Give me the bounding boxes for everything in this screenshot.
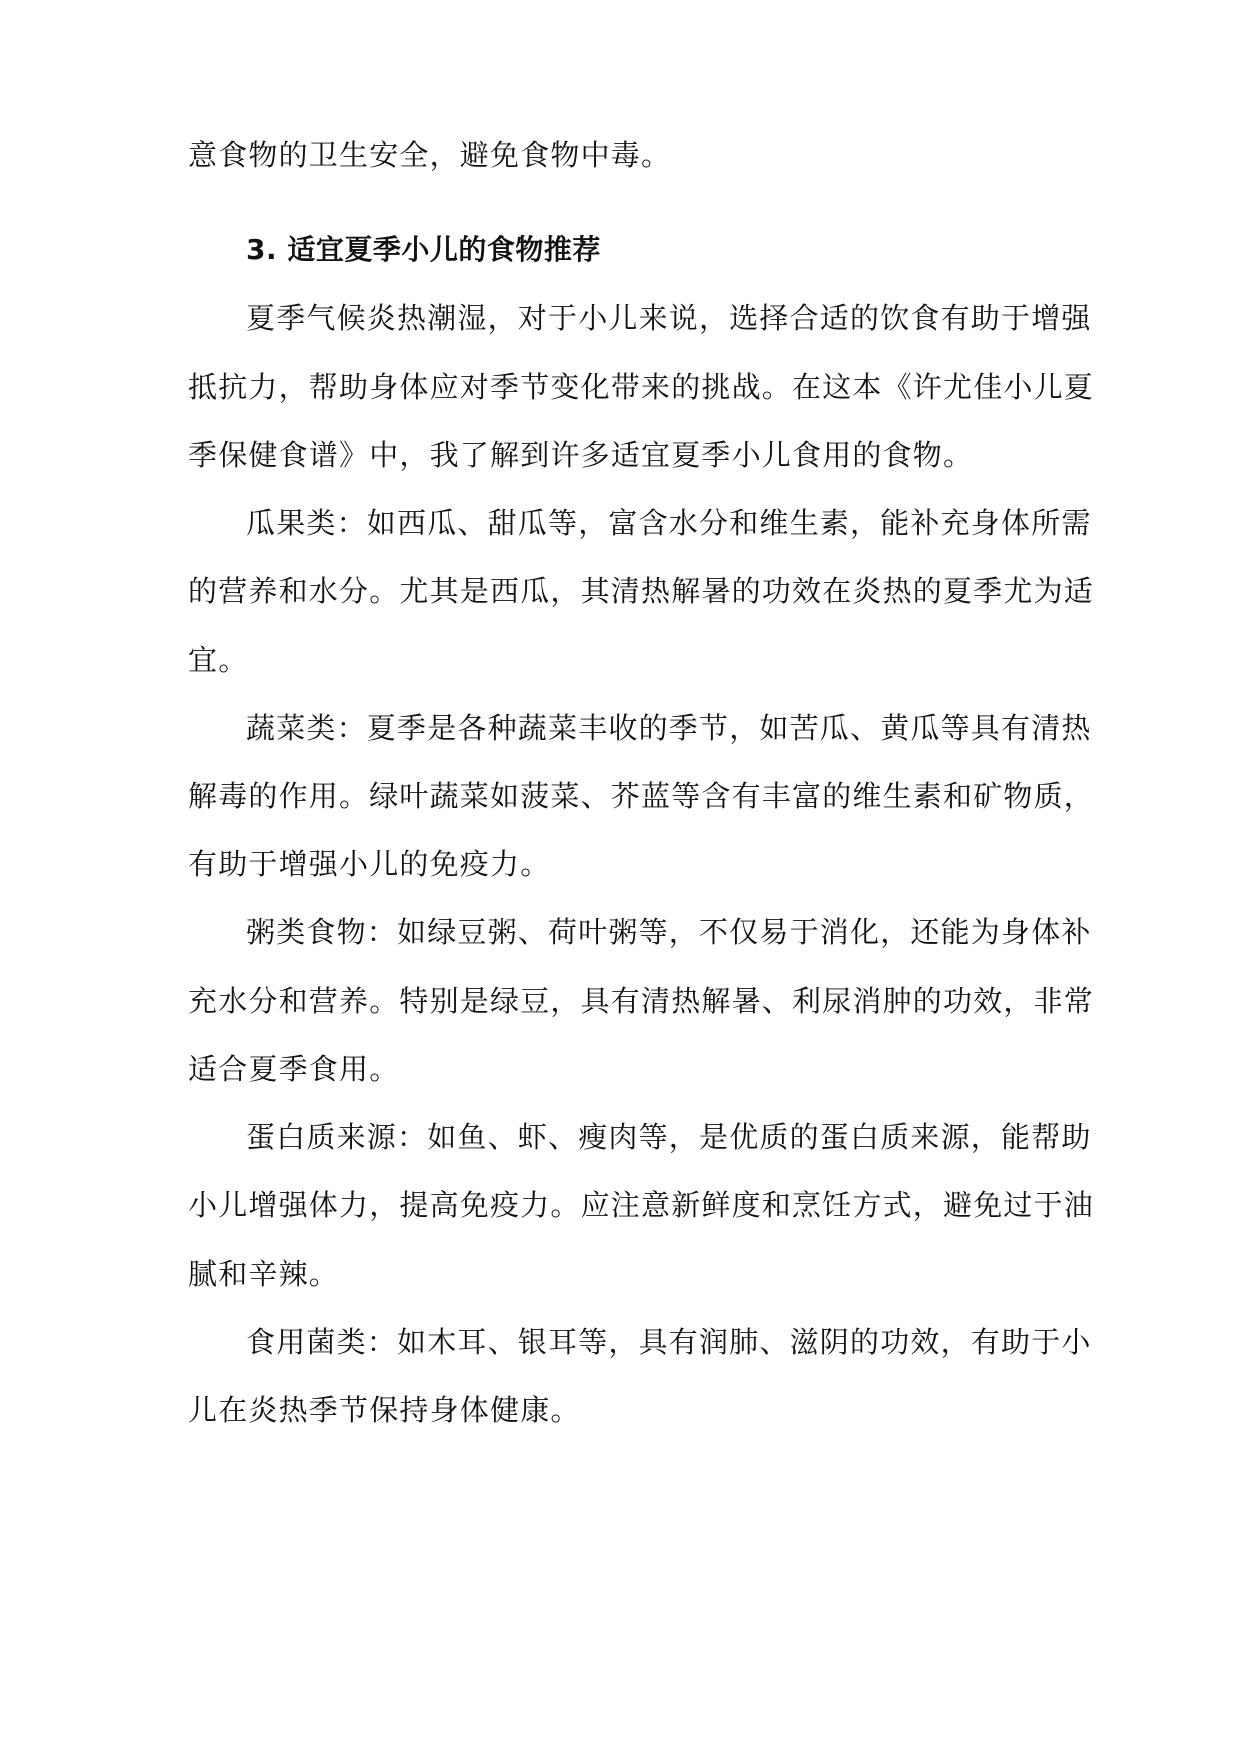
paragraph-line: 宜。 — [188, 643, 249, 677]
paragraph-line: 有助于增强小儿的免疫力。 — [188, 847, 551, 881]
paragraph-line: 小儿增强体力，提高免疫力。应注意新鲜度和烹饪方式，避免过于油 — [188, 1188, 1095, 1222]
paragraph-line: 蔬菜类：夏季是各种蔬菜丰收的季节，如苦瓜、黄瓜等具有清热 — [246, 711, 1092, 745]
section-heading: 3. 适宜夏季小儿的食物推荐 — [246, 233, 601, 266]
paragraph-line: 适合夏季食用。 — [188, 1052, 400, 1086]
paragraph-line: 瓜果类：如西瓜、甜瓜等，富含水分和维生素，能补充身体所需 — [246, 506, 1092, 540]
paragraph-line: 儿在炎热季节保持身体健康。 — [188, 1393, 581, 1427]
continuation-line: 意食物的卫生安全，避免食物中毒。 — [188, 138, 672, 172]
paragraph-line: 粥类食物：如绿豆粥、荷叶粥等，不仅易于消化，还能为身体补 — [246, 915, 1092, 949]
paragraph-line: 夏季气候炎热潮湿，对于小儿来说，选择合适的饮食有助于增强 — [246, 301, 1092, 335]
paragraph-line: 腻和辛辣。 — [188, 1257, 340, 1291]
paragraph-line: 抵抗力，帮助身体应对季节变化带来的挑战。在这本《许尤佳小儿夏 — [188, 370, 1095, 404]
paragraph-line: 季保健食谱》中，我了解到许多适宜夏季小儿食用的食物。 — [188, 438, 974, 472]
paragraph-line: 蛋白质来源：如鱼、虾、瘦肉等，是优质的蛋白质来源，能帮助 — [246, 1120, 1092, 1154]
paragraph-line: 充水分和营养。特别是绿豆，具有清热解暑、利尿消肿的功效，非常 — [188, 984, 1095, 1018]
paragraph-line: 食用菌类：如木耳、银耳等，具有润肺、滋阴的功效，有助于小 — [246, 1325, 1092, 1359]
paragraph-line: 的营养和水分。尤其是西瓜，其清热解暑的功效在炎热的夏季尤为适 — [188, 574, 1095, 608]
paragraph-line: 解毒的作用。绿叶蔬菜如菠菜、芥蓝等含有丰富的维生素和矿物质， — [188, 779, 1095, 813]
